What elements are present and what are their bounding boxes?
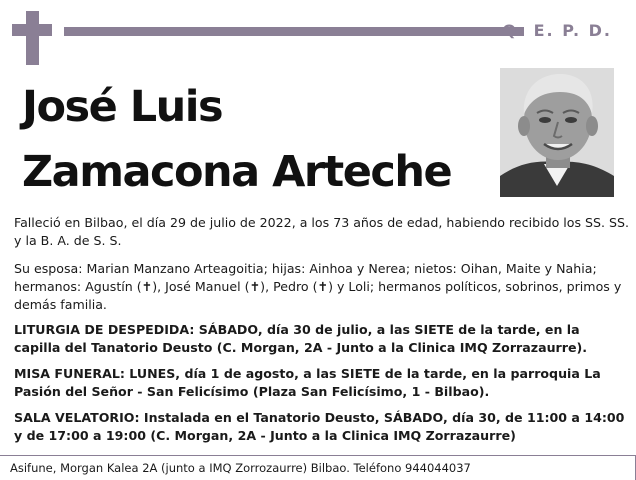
portrait-photo bbox=[500, 68, 614, 197]
family-text-part: ), Pedro ( bbox=[260, 279, 318, 294]
death-notice-paragraph: Falleció en Bilbao, el día 29 de julio de 2022, a los 73 años de edad, habiendo recibido los SS. SS. y la B. A. de S. S. bbox=[14, 215, 630, 248]
family-text-part: ), José Manuel ( bbox=[152, 279, 250, 294]
funeral-home-footer: Asifune, Morgan Kalea 2A (junto a IMQ Zorrozaurre) Bilbao. Teléfono 944044037 bbox=[10, 461, 471, 475]
deceased-name-line2: Zamacona Arteche bbox=[22, 147, 452, 197]
circled-cross-icon: ✝ bbox=[317, 279, 329, 294]
liturgy-paragraph: LITURGIA DE DESPEDIDA: SÁBADO, día 30 de julio, a las SIETE de la tarde, en la capilla del Tanatorio Deusto (C. Morgan, 2A - Junto a la Clinica IMQ Zorrazaurre). bbox=[14, 322, 588, 355]
qepd-label: Q. E. P. D. bbox=[502, 21, 612, 40]
wake-room-paragraph: SALA VELATORIO: Instalada en el Tanatorio Deusto, SÁBADO, día 30, de 11:00 a 14:00 y de 17:00 a 19:00 (C. Morgan, 2A - Junto a la Clinica IMQ Zorrazaurre) bbox=[14, 410, 625, 443]
circled-cross-icon: ✝ bbox=[141, 279, 153, 294]
funeral-mass-paragraph: MISA FUNERAL: LUNES, día 1 de agosto, a las SIETE de la tarde, en la parroquia La Pasión del Señor - San Felicísimo (Plaza San Felicísimo, 1 - Bilbao). bbox=[14, 366, 601, 399]
deceased-name-line1: José Luis bbox=[22, 82, 223, 132]
header-cross-icon-bar bbox=[12, 24, 52, 36]
circled-cross-icon: ✝ bbox=[249, 279, 261, 294]
family-text-part: ) y Loli; hermanos políticos, sobrinos, primos y demás familia. bbox=[14, 279, 622, 312]
header-rule bbox=[64, 27, 524, 36]
footer-rule bbox=[0, 455, 636, 456]
portrait-image bbox=[500, 68, 614, 197]
header-cross-icon bbox=[26, 11, 39, 65]
family-text-part: Su esposa: Marian Manzano Arteagoitia; hijas: Ainhoa y Nerea; nietos: Oihan, Maite y Nahia; hermanos: Agustín ( bbox=[14, 261, 597, 294]
family-paragraph bbox=[14, 260, 630, 314]
